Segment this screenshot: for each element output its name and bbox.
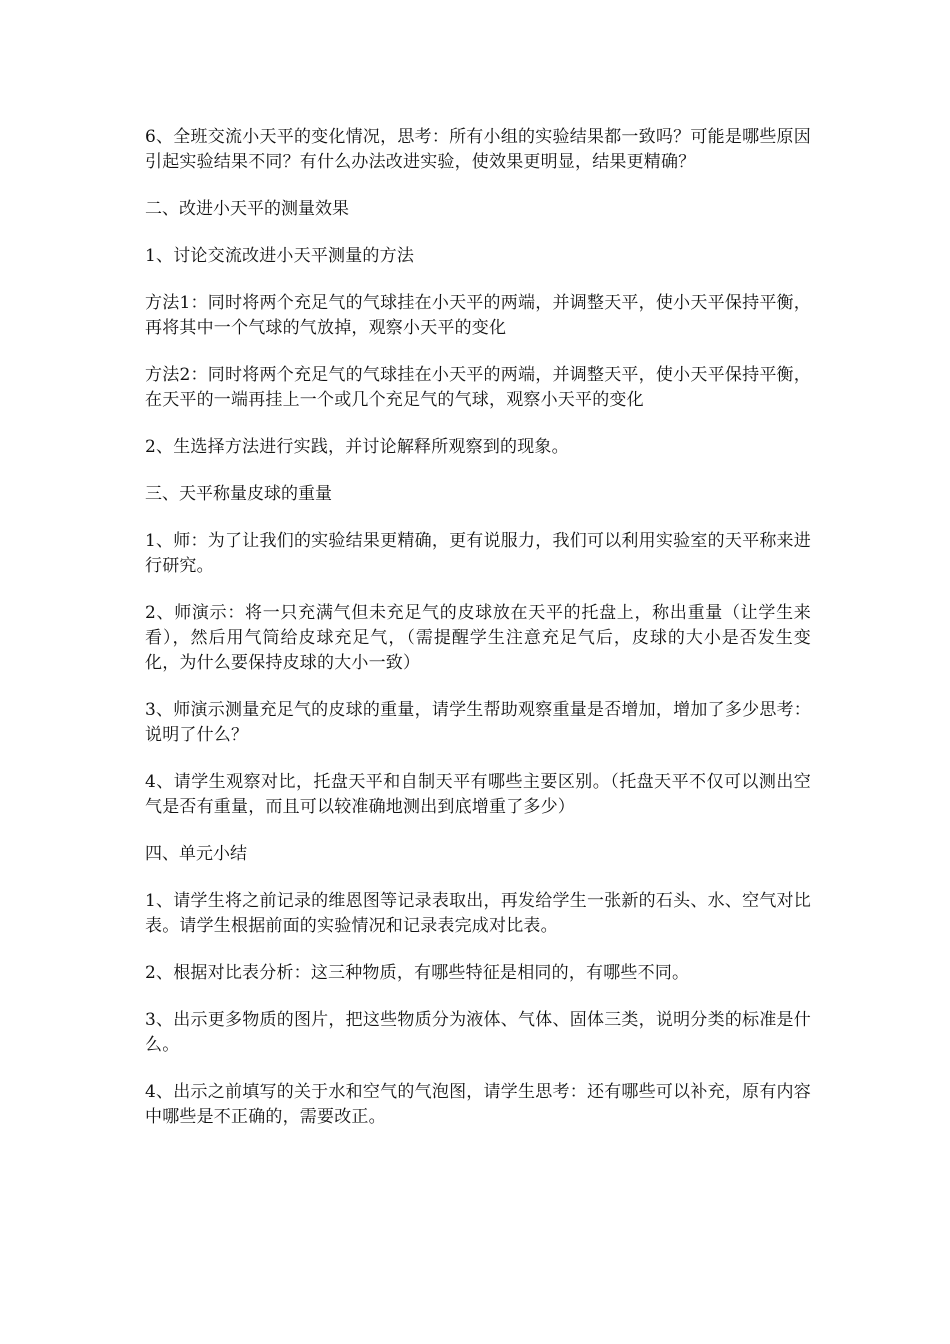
paragraph-weigh-3: 3、师演示测量充足气的皮球的重量，请学生帮助观察重量是否增加，增加了多少思考：说明了什么？ bbox=[145, 700, 811, 745]
paragraph-method-2: 方法2：同时将两个充足气的气球挂在小天平的两端，并调整天平，使小天平保持平衡，在天平的一端再挂上一个或几个充足气的气球，观察小天平的变化 bbox=[145, 365, 811, 410]
paragraph-summary-2: 2、根据对比表分析：这三种物质，有哪些特征是相同的，有哪些不同。 bbox=[145, 963, 690, 983]
paragraph-weigh-1: 1、师：为了让我们的实验结果更精确，更有说服力，我们可以利用实验室的天平称来进行研究。 bbox=[145, 531, 811, 576]
paragraph-improve-1: 1、讨论交流改进小天平测量的方法 bbox=[145, 246, 415, 266]
section-heading-3: 三、天平称量皮球的重量 bbox=[145, 484, 332, 504]
paragraph-weigh-4: 4、请学生观察对比，托盘天平和自制天平有哪些主要区别。（托盘天平不仅可以测出空气是否有重量，而且可以较准确地测出到底增重了多少） bbox=[145, 772, 811, 817]
paragraph-discussion-6: 6、全班交流小天平的变化情况，思考：所有小组的实验结果都一致吗？可能是哪些原因引起实验结果不同？有什么办法改进实验，使效果更明显，结果更精确？ bbox=[145, 127, 811, 172]
paragraph-summary-3: 3、出示更多物质的图片，把这些物质分为液体、气体、固体三类，说明分类的标准是什么。 bbox=[145, 1010, 811, 1055]
paragraph-summary-1: 1、请学生将之前记录的维恩图等记录表取出，再发给学生一张新的石头、水、空气对比表。请学生根据前面的实验情况和记录表完成对比表。 bbox=[145, 891, 811, 936]
paragraph-weigh-2: 2、师演示：将一只充满气但未充足气的皮球放在天平的托盘上，称出重量（让学生来看），然后用气筒给皮球充足气，（需提醒学生注意充足气后，皮球的大小是否发生变化，为什么要保持皮球的大小一致） bbox=[145, 603, 811, 673]
paragraph-summary-4: 4、出示之前填写的关于水和空气的气泡图，请学生思考：还有哪些可以补充，原有内容中哪些是不正确的，需要改正。 bbox=[145, 1082, 811, 1127]
paragraph-improve-2: 2、生选择方法进行实践，并讨论解释所观察到的现象。 bbox=[145, 437, 569, 457]
section-heading-4: 四、单元小结 bbox=[145, 844, 247, 864]
section-heading-2: 二、改进小天平的测量效果 bbox=[145, 199, 349, 219]
paragraph-method-1: 方法1：同时将两个充足气的气球挂在小天平的两端，并调整天平，使小天平保持平衡，再将其中一个气球的气放掉，观察小天平的变化 bbox=[145, 293, 811, 338]
document-page bbox=[145, 125, 811, 1152]
